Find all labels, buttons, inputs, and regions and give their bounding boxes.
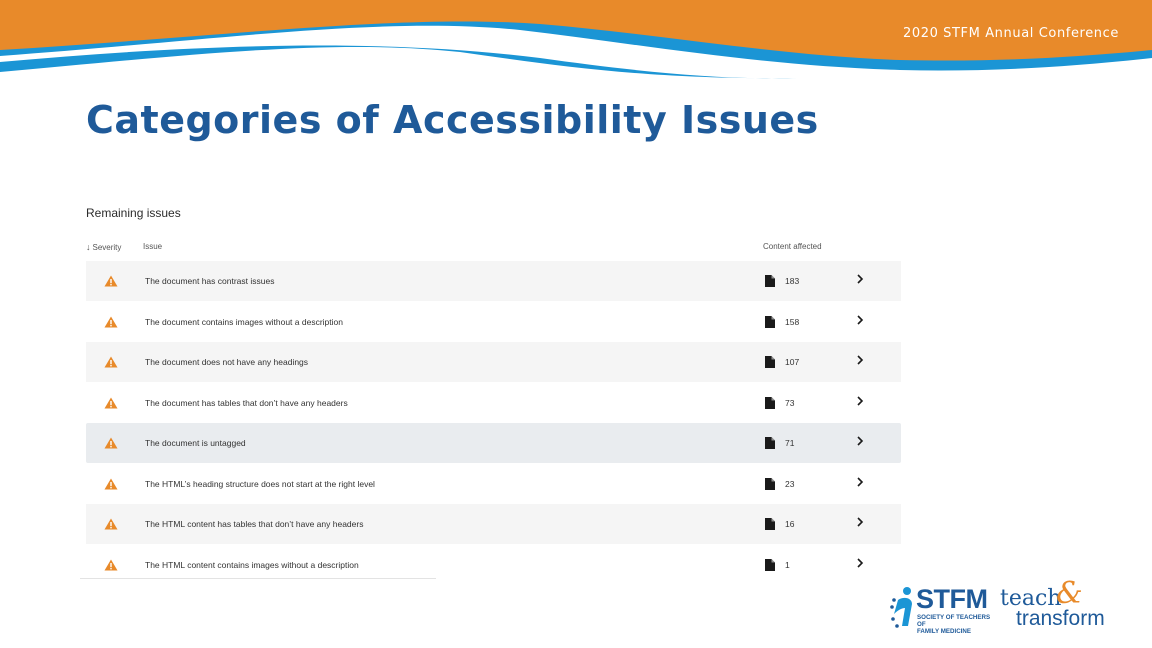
- arrow-down-icon: ↓: [86, 242, 91, 252]
- content-affected-count: 107: [785, 357, 800, 367]
- warning-triangle-icon: [104, 275, 118, 287]
- document-icon: [765, 356, 775, 368]
- document-icon: [765, 518, 775, 530]
- issue-row[interactable]: [86, 302, 901, 342]
- issue-text: The document has contrast issues: [145, 276, 275, 286]
- content-affected-count: 158: [785, 316, 800, 327]
- chevron-right-icon[interactable]: [856, 274, 864, 284]
- conference-label: 2020 STFM Annual Conference: [902, 26, 1119, 41]
- issue-text: The document does not have any headings: [145, 357, 309, 367]
- chevron-right-icon[interactable]: [856, 355, 864, 365]
- stfm-figure-icon: [888, 586, 916, 634]
- content-affected-count: 16: [785, 519, 795, 529]
- chevron-right-icon[interactable]: [856, 558, 864, 568]
- document-icon: [765, 478, 775, 490]
- issue-text: The HTML content has tables that don’t have any headers: [145, 519, 364, 529]
- chevron-right-icon[interactable]: [856, 315, 864, 325]
- warning-triangle-icon: [104, 478, 118, 490]
- content-affected-column-header[interactable]: Content affected: [763, 242, 822, 251]
- issue-text: The document is untagged: [145, 438, 246, 448]
- warning-triangle-icon: [104, 518, 118, 530]
- document-icon: [765, 559, 775, 571]
- document-icon: [765, 316, 775, 328]
- chevron-right-icon[interactable]: [856, 396, 864, 406]
- stfm-logo: [886, 576, 1126, 638]
- slide-title: Categories of Accessibility Issues: [86, 98, 819, 142]
- issue-row[interactable]: [86, 545, 901, 579]
- issue-row[interactable]: [86, 504, 901, 544]
- content-affected-count: 71: [785, 438, 795, 448]
- logo-ampersand: &: [1056, 576, 1083, 611]
- content-affected-count: 1: [785, 559, 790, 570]
- warning-triangle-icon: [104, 559, 118, 571]
- chevron-right-icon[interactable]: [856, 517, 864, 527]
- issue-text: The document contains images without a description: [145, 316, 343, 327]
- column-headers: [86, 242, 901, 256]
- document-icon: [765, 397, 775, 409]
- warning-triangle-icon: [104, 437, 118, 449]
- chevron-right-icon[interactable]: [856, 436, 864, 446]
- content-affected-count: 73: [785, 397, 795, 408]
- chevron-right-icon[interactable]: [856, 477, 864, 487]
- logo-stfm-text: STFM: [916, 584, 988, 614]
- logo-subtitle: SOCIETY OF TEACHERS OF FAMILY MEDICINE: [917, 614, 991, 635]
- issue-row[interactable]: [86, 342, 901, 382]
- warning-triangle-icon: [104, 397, 118, 409]
- warning-triangle-icon: [104, 356, 118, 368]
- issue-row[interactable]: [86, 383, 901, 423]
- issue-row[interactable]: [86, 261, 901, 301]
- issue-column-header[interactable]: Issue: [143, 242, 163, 251]
- issue-list: [86, 261, 901, 580]
- document-icon: [765, 437, 775, 449]
- issue-row[interactable]: [86, 423, 901, 463]
- issue-row[interactable]: [86, 464, 901, 504]
- logo-teach: teach: [1000, 586, 1062, 611]
- content-affected-count: 23: [785, 478, 795, 489]
- warning-triangle-icon: [104, 316, 118, 328]
- issues-panel: [80, 196, 910, 582]
- divider: [80, 578, 436, 579]
- document-icon: [765, 275, 775, 287]
- logo-transform: transform: [1016, 607, 1105, 630]
- panel-heading: Remaining issues: [86, 206, 181, 220]
- severity-column-header[interactable]: ↓ Severity: [86, 242, 122, 252]
- issue-text: The HTML content contains images without a description: [145, 559, 359, 570]
- header-waves: [0, 0, 1152, 90]
- issue-text: The HTML’s heading structure does not start at the right level: [145, 478, 375, 489]
- content-affected-count: 183: [785, 276, 800, 286]
- issue-text: The document has tables that don’t have any headers: [145, 397, 348, 408]
